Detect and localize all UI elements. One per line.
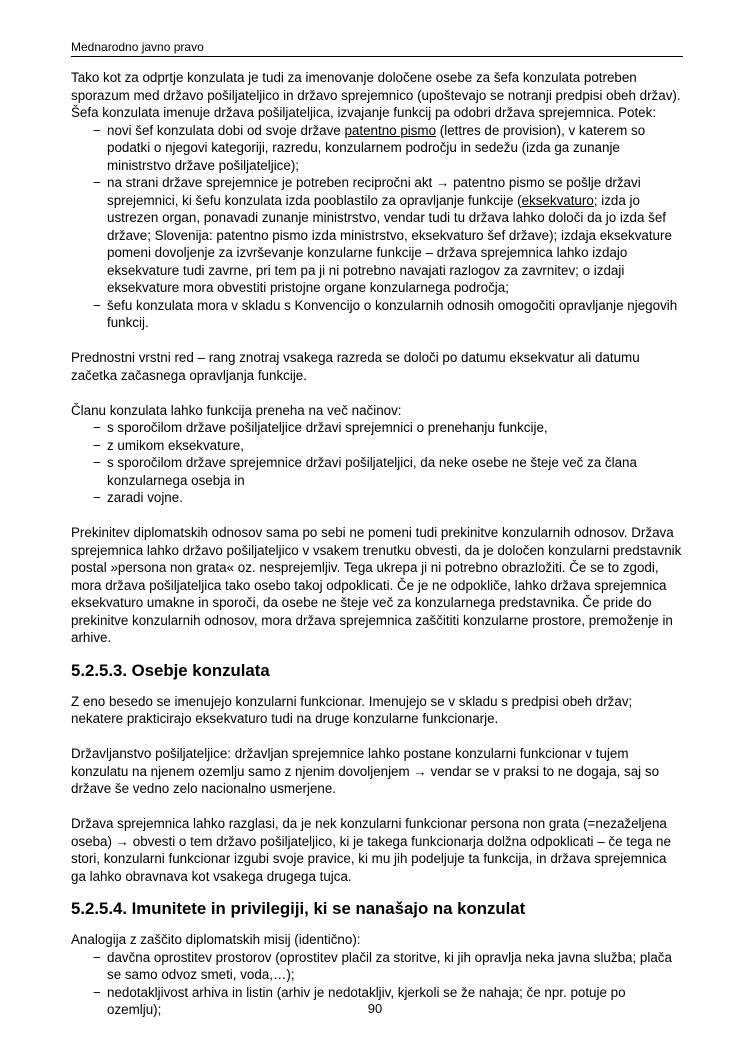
running-header: Mednarodno javno pravo	[71, 40, 683, 57]
dash-bullet: −	[93, 175, 101, 190]
document-page	[71, 40, 683, 1019]
underlined-term: patentno pismo	[344, 122, 437, 138]
list-item: − novi šef konzulata dobi od svoje države patentno pismo (lettres de provision), v katerem so podatki o njegovi kategoriji, razredu, konzularnem področju in sedežu (izda ga zunanje ministrstvo države pošiljateljice);	[93, 122, 646, 173]
paragraph-precedence: Prednostni vrstni red – rang znotraj vsakega razreda se določi po datumu eksekvatur ali datumu začetka začasnega opravljanja funkcije.	[71, 350, 640, 383]
list-item: − šefu konzulata mora v skladu s Konvencijo o konzularnih odnosih omogočiti opravljanje njegovih funkcij.	[93, 297, 678, 330]
paragraph-persona-non-grata: Država sprejemnica lahko razglasi, da je nek konzularni funkcionar persona non grata (=nezaželjena oseba) → obvesti o tem državo pošiljateljico, ki je takega funkcionarja dolžna odpoklicati – če tega ne stori, konzularni funkcionar izgubi svoje pravice, ki mu jih podeljuje ta funkcija, in država sprejemnica ga lahko obravnava kot vsakega drugega tujca.	[71, 816, 671, 884]
underlined-term: eksekvaturo	[521, 192, 594, 208]
paragraph-analogy: Analogija z zaščito diplomatskih misij (identično):	[71, 932, 361, 947]
list-item: − s sporočilom države pošiljateljice državi sprejemnici o prenehanju funkcije,	[93, 420, 548, 435]
paragraph-consul-appointment: Tako kot za odprtje konzulata je tudi za imenovanje določene osebe za šefa konzulata potreben sporazum med državo pošiljateljico in državo sprejemnico (upoštevajo se notranji predpisi obeh držav). Šefa konzulata imenuje država pošiljateljica, izvajanje funkcij pa odobri država sprejemnica. Potek:	[71, 70, 681, 120]
section-heading-immunities: 5.2.5.4. Imunitete in privilegiji, ki se nanašajo na konzulat	[71, 899, 526, 918]
dash-bullet: −	[93, 122, 101, 138]
dash-bullet: −	[93, 455, 101, 470]
page-number: 90	[367, 1001, 383, 1016]
section-heading-consulate-staff: 5.2.5.3. Osebje konzulata	[71, 660, 270, 680]
list-item: − zaradi vojne.	[93, 490, 183, 505]
list-item: − davčna oprostitev prostorov (oprostitev plačil za storitve, ki jih opravlja neka javna služba; plača se samo odvoz smeti, voda,…);	[93, 949, 672, 982]
list-item: − na strani države sprejemnice je potreben recipročni akt → patentno pismo se pošlje državi sprejemnici, ki šefu konzulata izda pooblastilo za opravljanje funkcije (eksekvaturo; izda jo ustrezen organ, ponavadi zunanje ministrstvo, vendar tudi tu država lahko določi da jo izda šef države; Slovenija: patentno pismo izda ministrstvo, eksekvaturo šef države); izdaja eksekvature pomeni dovoljenje za izvrševanje konzularne funkcije – država sprejemnica lahko izdajo eksekvature tudi zavrne, pri tem pa ji ni potrebno navajati razlogov za zavrnitev; o izdaji eksekvature mora obvestiti pristojne organe konzularnega področja;	[93, 175, 672, 295]
list-item: − s sporočilom države sprejemnice državi pošiljateljici, da neke osebe ne šteje več za člana konzularnega osebja in	[93, 455, 637, 488]
paragraph-termination-intro: Članu konzulata lahko funkcija preneha na več načinov:	[71, 402, 402, 418]
list-item: − z umikom eksekvature,	[93, 437, 244, 453]
appointment-steps-list	[71, 122, 683, 332]
paragraph-citizenship: Državljanstvo pošiljateljice: državljan sprejemnice lahko postane konzularni funkcionar v tujem konzulatu na njenem ozemlju samo z njenim dovoljenjem → vendar se v praksi to ne dogaja, saj so države še vedno zelo nacionalno usmerjene.	[71, 746, 660, 796]
dash-bullet: −	[93, 297, 101, 313]
dash-bullet: −	[93, 420, 101, 435]
dash-bullet: −	[93, 490, 101, 505]
dash-bullet: −	[93, 984, 101, 1000]
paragraph-severance: Prekinitev diplomatskih odnosov sama po sebi ne pomeni tudi prekinitve konzularnih odnosov. Država sprejemnica lahko državo pošiljateljico v vsakem trenutku obvesti, da je določen konzularni predstavnik postal »persona non grata« oz. nesprejemljiv. Tega ukrepa ji ni potrebno obrazložiti. Če se to zgodi, mora država pošiljateljica tako osebo takoj odpoklicati. Če je ne odpokliče, lahko država sprejemnica eksekvaturo umakne in sporoči, da osebe ne šteje več za konzularnega predstavnika. Če pride do prekinitve konzularnih odnosov, mora država sprejemnica zaščititi konzularne prostore, premoženje in arhive.	[71, 525, 682, 645]
dash-bullet: −	[93, 949, 101, 965]
dash-bullet: −	[93, 437, 101, 453]
paragraph-consular-officer: Z eno besedo se imenujejo konzularni funkcionar. Imenujejo se v skladu s predpisi obeh držav; nekatere prakticirajo eksekvaturo tudi na druge konzularne funkcionarje.	[71, 693, 633, 726]
list-item: − nedotakljivost arhiva in listin (arhiv je nedotakljiv, kjerkoli se že nahaja; če npr. potuje po ozemlju);	[93, 984, 626, 1017]
termination-list	[71, 419, 683, 507]
